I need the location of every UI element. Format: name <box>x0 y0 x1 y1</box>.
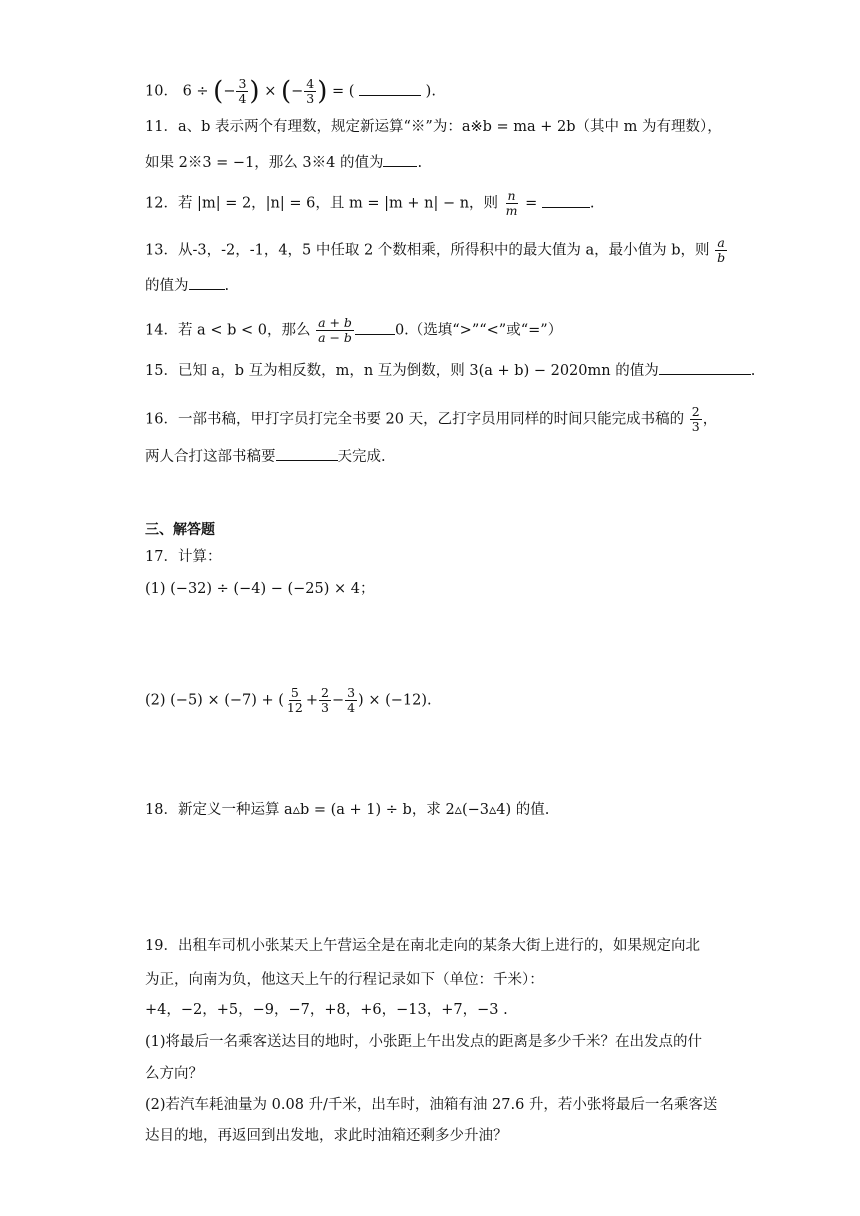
question-15: 15．已知 a，b 互为相反数，m，n 互为倒数，则 3(a + b) − 2020mn 的值为 . <box>145 360 720 381</box>
question-text: 从-3，-2，-1，4，5 中任取 2 个数相乘，所得积中的最大值为 a，最小值为 b，则 <box>177 242 710 259</box>
question-13 <box>145 235 726 265</box>
question-text: 出租车司机小张某天上午营运全是在南北走向的某条大街上进行的，如果规定向北 <box>177 938 700 954</box>
question-17 <box>145 547 720 567</box>
question-19-part2-line2: 达目的地，再返回到出发地，求此时油箱还剩多少升油？ <box>145 1128 508 1144</box>
question-19 <box>145 936 720 956</box>
fraction: $\frac{3}{4}$ <box>347 685 356 715</box>
fraction: $\frac{3}{4}$ <box>238 76 247 106</box>
fraction: $\frac{a + b}{a - b}$ <box>318 315 352 345</box>
question-19-line2: 为正，向南为负，他这天上午的行程记录如下（单位：千米）： <box>145 972 544 988</box>
question-19-part1: (1)将最后一名乘客送达目的地时，小张距上午出发点的距离是多少千米？在出发点的什 <box>145 1034 703 1050</box>
question-number: 16． <box>145 411 178 428</box>
question-16: 16．一部书稿，甲打字员打完全书要 20 天，乙打字员用同样的时间只能完成书稿的 $\frac{2}{3}$ ， <box>145 404 718 434</box>
question-11-line2: 如果 2※3 = −1，那么 3※4 的值为 . <box>145 152 720 173</box>
answer-blank[interactable] <box>383 152 417 167</box>
fraction: $\frac{n}{m}$ <box>505 188 518 218</box>
question-13-line2: 的值为 . <box>145 275 720 296</box>
question-11 <box>145 117 720 137</box>
question-text: 一部书稿，甲打字员打完全书要 20 天，乙打字员用同样的时间只能完成书稿的 <box>177 411 685 428</box>
question-text: 新定义一种运算 a▵b = (a + 1) ÷ b，求 2▵(−3▵4) 的值. <box>177 802 550 818</box>
question-10: 10． 6 ÷ (− $\frac{3}{4}$ ) × (− $\frac{4}{3}$ ) = ( ). <box>145 76 436 107</box>
question-12: 12．若 |m| = 2，|n| = 6，且 m = |m + n| − n，则 $\frac{n}{m}$ = . <box>145 188 595 218</box>
answer-blank[interactable] <box>542 193 590 208</box>
fraction: $\frac{2}{3}$ <box>691 404 700 434</box>
question-number: 12． <box>145 195 178 212</box>
question-19-records: +4，−2，+5，−9，−7，+8，+6，−13，+7，−3 . <box>145 1002 508 1018</box>
question-14: 14．若 a < b < 0，那么 $\frac{a + b}{a - b}$ 0.（选填“>”“<”或“=”） <box>145 315 563 345</box>
answer-blank[interactable] <box>359 81 421 96</box>
question-number: 19． <box>145 938 178 954</box>
question-text: 若 |m| = 2，|n| = 6，且 m = |m + n| − n，则 <box>177 195 499 212</box>
expr-text: 6 ÷ <box>182 83 209 100</box>
question-number: 17． <box>145 549 178 565</box>
question-number: 11． <box>145 119 178 135</box>
answer-blank[interactable] <box>276 446 338 461</box>
answer-blank[interactable] <box>189 275 225 290</box>
answer-blank[interactable] <box>355 320 395 335</box>
question-number: 13． <box>145 242 178 259</box>
question-number: 15． <box>145 363 178 379</box>
question-18 <box>145 800 720 820</box>
question-number: 18． <box>145 802 178 818</box>
question-number: 10． <box>145 83 178 100</box>
question-17-part1: (1) (−32) ÷ (−4) − (−25) × 4； <box>145 581 375 597</box>
fraction: $\frac{2}{3}$ <box>320 685 329 715</box>
question-text: 已知 a，b 互为相反数，m，n 互为倒数，则 3(a + b) − 2020mn 的值为 <box>177 363 659 379</box>
question-19-part2: (2)若汽车耗油量为 0.08 升/千米，出车时，油箱有油 27.6 升，若小张将最后一名乘客送 <box>145 1097 718 1113</box>
section-heading: 三、解答题 <box>145 522 215 538</box>
question-19-part1-line2: 么方向？ <box>145 1066 203 1082</box>
fraction: $\frac{a}{b}$ <box>717 235 726 265</box>
fraction: $\frac{4}{3}$ <box>306 76 315 106</box>
answer-blank[interactable] <box>659 360 751 375</box>
question-16-line2: 两人合打这部书稿要 天完成. <box>145 446 720 467</box>
question-text: a、b 表示两个有理数，规定新运算“※”为：a※b = ma + 2b（其中 m 为有理数）， <box>177 119 722 135</box>
question-text: 计算： <box>177 549 222 565</box>
fraction: $\frac{5}{12}$ <box>286 685 303 715</box>
question-number: 14． <box>145 322 178 339</box>
question-text: 若 a < b < 0，那么 <box>177 322 311 339</box>
question-17-part2: (2) (−5) × (−7) + ( $\frac{5}{12}$ + $\frac{2}{3}$ − $\frac{3}{4}$ ) × (−12). <box>145 685 432 715</box>
